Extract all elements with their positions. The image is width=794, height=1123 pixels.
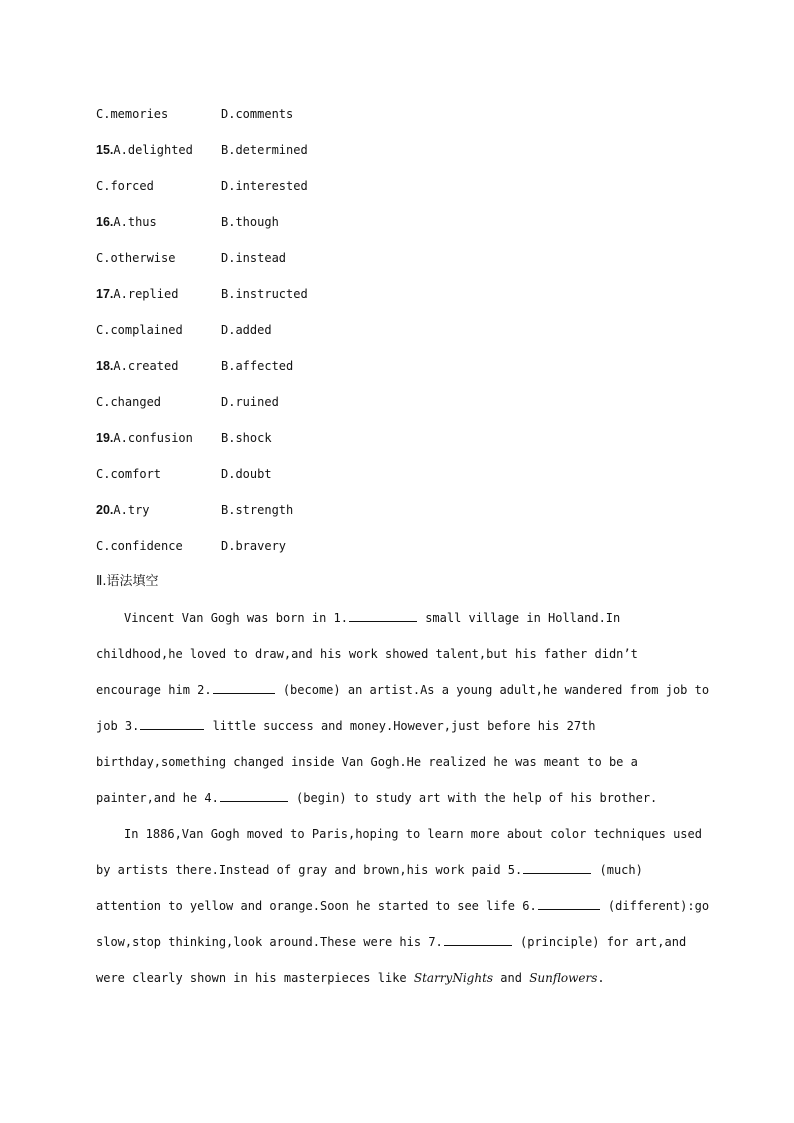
option-b[interactable]: B.though: [221, 215, 279, 229]
option-a-cell: [96, 142, 193, 158]
option-a[interactable]: A.try: [113, 503, 150, 517]
question-number: 16.: [96, 215, 114, 229]
passage-line: were clearly shown in his masterpieces like StarryNights and Sunflowers.: [96, 971, 605, 985]
painting-title: Sunflowers: [529, 971, 598, 985]
blank-1[interactable]: [349, 610, 417, 622]
passage-line: slow,stop thinking,look around.These were his 7. (principle) for art,and: [96, 935, 687, 949]
blank-2[interactable]: [213, 682, 275, 694]
passage-line: childhood,he loved to draw,and his work showed talent,but his father didn’t: [96, 647, 638, 661]
option-b[interactable]: B.instructed: [221, 287, 308, 301]
blank-5[interactable]: [523, 862, 591, 874]
option-b[interactable]: D.instead: [221, 251, 287, 265]
blank-4[interactable]: [220, 790, 288, 802]
blank-6[interactable]: [538, 898, 600, 910]
option-a[interactable]: A.confusion: [113, 431, 193, 445]
option-a[interactable]: A.thus: [113, 215, 157, 229]
option-a[interactable]: C.complained: [96, 323, 183, 337]
option-a[interactable]: A.created: [113, 359, 179, 373]
option-a-cell: [96, 178, 154, 194]
option-a-cell: [96, 106, 168, 122]
question-number: 17.: [96, 287, 114, 301]
option-a-cell: [96, 286, 178, 302]
option-a[interactable]: A.delighted: [113, 143, 193, 157]
option-b[interactable]: B.determined: [221, 143, 308, 157]
question-number: 15.: [96, 143, 114, 157]
option-a-cell: [96, 214, 157, 230]
option-b[interactable]: D.added: [221, 323, 272, 337]
option-a[interactable]: C.forced: [96, 179, 154, 193]
passage-line: attention to yellow and orange.Soon he started to see life 6. (different):go: [96, 899, 710, 913]
option-a[interactable]: C.confidence: [96, 539, 183, 553]
option-a-cell: [96, 358, 178, 374]
option-a[interactable]: C.comfort: [96, 467, 162, 481]
option-a-cell: [96, 430, 193, 446]
question-number: 19.: [96, 431, 114, 445]
passage-line: painter,and he 4. (begin) to study art with the help of his brother.: [96, 791, 658, 805]
blank-3[interactable]: [140, 718, 204, 730]
option-a[interactable]: C.memories: [96, 107, 169, 121]
option-a[interactable]: C.changed: [96, 395, 162, 409]
passage-line: job 3. little success and money.However,just before his 27th: [96, 719, 596, 733]
option-a-cell: [96, 466, 161, 482]
option-a[interactable]: C.otherwise: [96, 251, 176, 265]
option-a-cell: [96, 394, 161, 410]
painting-title: StarryNights: [413, 971, 494, 985]
passage-line: In 1886,Van Gogh moved to Paris,hoping to learn more about color techniques used: [124, 827, 702, 841]
section-title: Ⅱ.语法填空: [96, 574, 159, 589]
option-b[interactable]: D.bravery: [221, 539, 287, 553]
passage-line: by artists there.Instead of gray and brown,his work paid 5. (much): [96, 863, 643, 877]
option-b[interactable]: B.strength: [221, 503, 294, 517]
option-a-cell: [96, 322, 183, 338]
blank-7[interactable]: [444, 934, 512, 946]
option-b[interactable]: D.ruined: [221, 395, 279, 409]
option-a-cell: [96, 250, 175, 266]
option-b[interactable]: D.interested: [221, 179, 308, 193]
question-number: 18.: [96, 359, 114, 373]
option-a-cell: [96, 538, 183, 554]
option-b[interactable]: B.shock: [221, 431, 272, 445]
option-b[interactable]: D.doubt: [221, 467, 272, 481]
passage-line: Vincent Van Gogh was born in 1. small village in Holland.In: [124, 611, 621, 625]
option-a-cell: [96, 502, 150, 518]
passage-line: encourage him 2. (become) an artist.As a young adult,he wandered from job to: [96, 683, 710, 697]
option-a[interactable]: A.replied: [113, 287, 179, 301]
option-b[interactable]: B.affected: [221, 359, 294, 373]
passage-line: birthday,something changed inside Van Gogh.He realized he was meant to be a: [96, 755, 638, 769]
option-b[interactable]: D.comments: [221, 107, 294, 121]
question-number: 20.: [96, 503, 114, 517]
